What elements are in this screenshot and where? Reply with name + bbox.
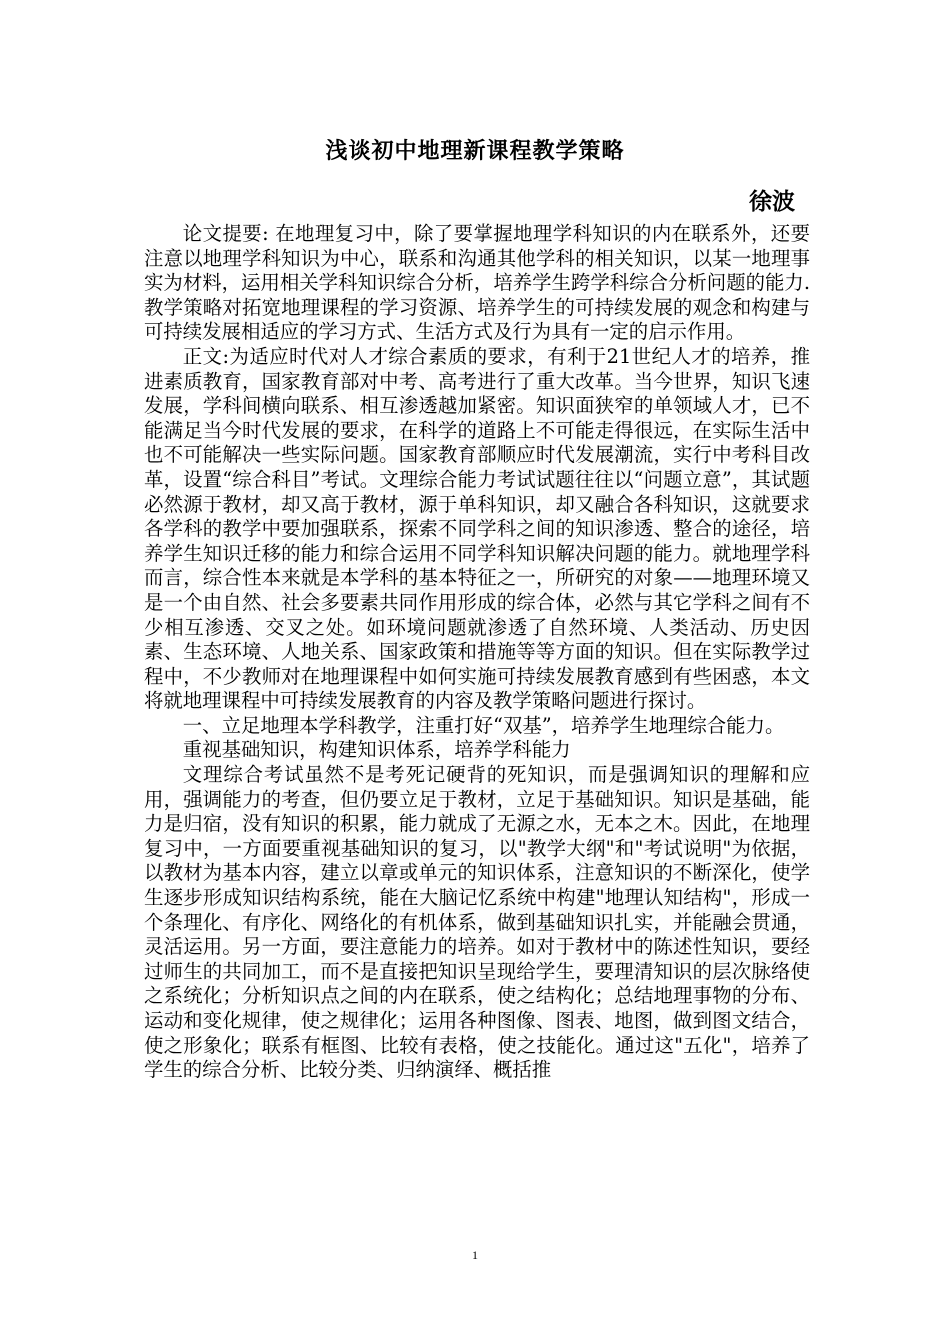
document-body xyxy=(144,222,810,1083)
page-number: 1 xyxy=(472,1248,478,1262)
body-paragraph: 正文:为适应时代对人才综合素质的要求，有利于21世纪人才的培养，推进素质教育，国家教育部对中考、高考进行了重大改革。当今世界，知识飞速发展，学科间横向联系、相互渗透越加紧密。知识面狭窄的单领域人才，已不能满足当今时代发展的要求，在科学的道路上不可能走得很远，在实际生活中也不可能解决一些实际问题。国家教育部顺应时代发展潮流，实行中考科目改革，设置“综合科目”考试。文理综合能力考试试题往往以“问题立意”，其试题必然源于教材，却又高于教材，源于单科知识，却又融合各科知识，这就要求各学科的教学中要加强联系，探索不同学科之间的知识渗透、整合的途径，培养学生知识迁移的能力和综合运用不同学科知识解决问题的能力。就地理学科而言，综合性本来就是本学科的基本特征之一，所研究的对象——地理环境又是一个由自然、社会多要素共同作用形成的综合体，必然与其它学科之间有不少相互渗透、交叉之处。如环境问题就渗透了自然环境、人类活动、历史因素、生态环境、人地关系、国家政策和措施等等方面的知识。但在实际教学过程中，不少教师对在地理课程中如何实施可持续发展教育感到有些困惑，本文将就地理课程中可持续发展教育的内容及教学策略问题进行探讨。 xyxy=(144,344,810,713)
abstract-paragraph: 论文提要: 在地理复习中，除了要掌握地理学科知识的内在联系外，还要注意以地理学科知识为中心，联系和沟通其他学科的相关知识，以某一地理事实为材料，运用相关学科知识综合分析，培养学生跨学科综合分析问题的能力.教学策略对拓宽地理课程的学习资源、培养学生的可持续发展的观念和构建与可持续发展相适应的学习方式、生活方式及行为具有一定的启示作用。 xyxy=(144,222,810,344)
author-name: 徐波 xyxy=(749,188,795,215)
document-title: 浅谈初中地理新课程教学策略 xyxy=(325,138,625,164)
subsection-heading: 重视基础知识，构建知识体系，培养学科能力 xyxy=(182,738,571,762)
section-heading: 一、立足地理本学科教学，注重打好“双基”，培养学生地理综合能力。 xyxy=(182,713,785,737)
body-paragraph: 文理综合考试虽然不是考死记硬背的死知识，而是强调知识的理解和应用，强调能力的考查，但仍要立足于教材，立足于基础知识。知识是基础，能力是归宿，没有知识的积累，能力就成了无源之水，无本之木。因此，在地理复习中，一方面要重视基础知识的复习，以"教学大纲"和"考试说明"为依据，以教材为基本内容，建立以章或单元的知识体系，注意知识的不断深化，使学生逐步形成知识结构系统，能在大脑记忆系统中构建"地理认知结构"，形成一个条理化、有序化、网络化的有机体系，做到基础知识扎实，并能融会贯通，灵活运用。另一方面，要注意能力的培养。如对于教材中的陈述性知识，要经过师生的共同加工，而不是直接把知识呈现给学生，要理清知识的层次脉络使之系统化；分析知识点之间的内在联系，使之结构化；总结地理事物的分布、运动和变化规律，使之规律化；运用各种图像、图表、地图，做到图文结合，使之形象化；联系有框图、比较有表格，使之技能化。通过这"五化"，培养了学生的综合分析、比较分类、归纳演绎、概括推 xyxy=(144,763,810,1082)
